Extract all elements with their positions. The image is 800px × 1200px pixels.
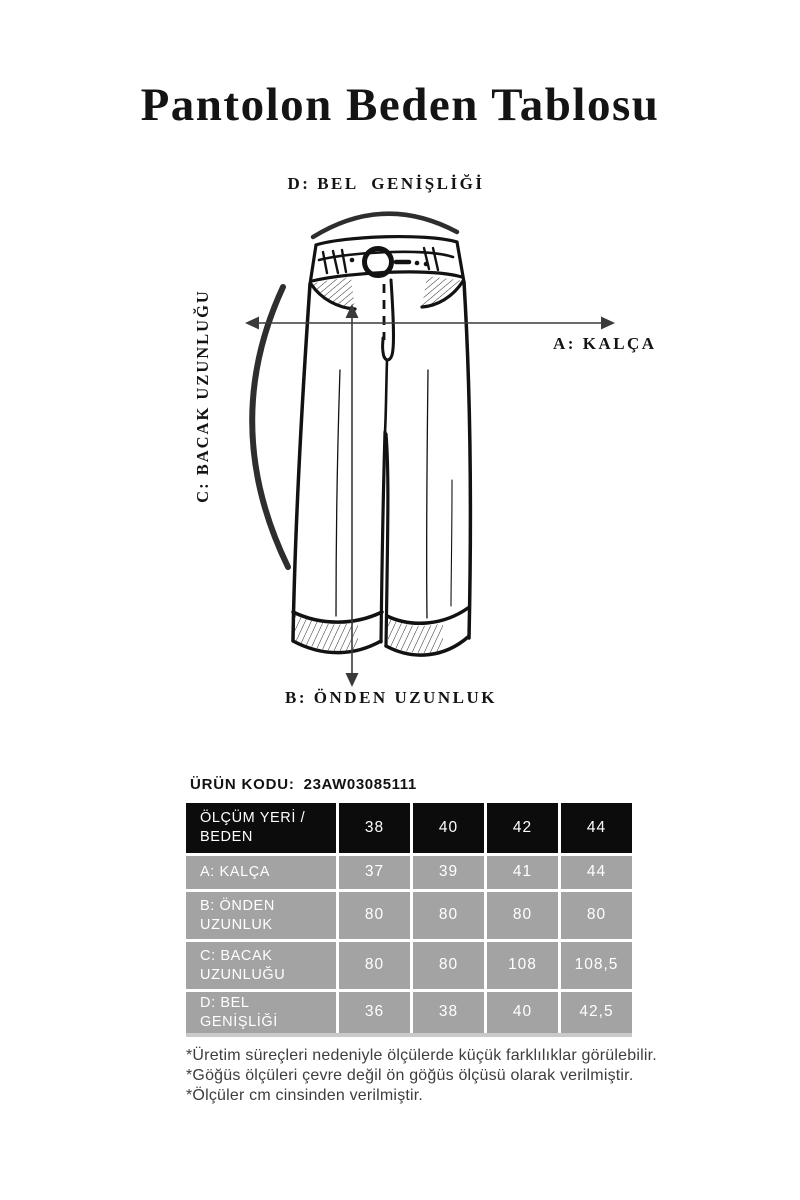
pants-measurement-diagram (0, 160, 800, 772)
label-waist-width: D: BEL GENİŞLİĞİ (287, 174, 485, 193)
leg-length-arc (252, 287, 288, 567)
row-leg-length-value-42: 108 (487, 942, 558, 989)
row-hip-value-44: 44 (561, 856, 632, 889)
footnote-cm: *Ölçüler cm cinsinden verilmiştir. (186, 1087, 424, 1104)
row-waist-width-value-44: 42,5 (561, 992, 632, 1033)
hip-arrow (245, 317, 615, 330)
product-code-value: 23AW03085111 (303, 776, 417, 793)
product-code-label: ÜRÜN KODU: (190, 776, 295, 793)
row-leg-length-label: C: BACAK UZUNLUĞU (186, 942, 336, 989)
pants-illustration (0, 160, 800, 772)
pocket-left (311, 277, 355, 309)
table-header-size-38: 38 (339, 803, 410, 853)
row-waist-width-value-40: 38 (413, 992, 484, 1033)
row-hip-label: A: KALÇA (186, 856, 336, 889)
fly-seam (383, 280, 394, 360)
page-title: Pantolon Beden Tablosu (140, 79, 660, 131)
table-header-size-44: 44 (561, 803, 632, 853)
table-header-size-42: 42 (487, 803, 558, 853)
waist-width-arc (313, 214, 457, 237)
row-leg-length-value-44: 108,5 (561, 942, 632, 989)
row-leg-length-value-38: 80 (339, 942, 410, 989)
row-front-length-value-38: 80 (339, 892, 410, 939)
label-front-length: B: ÖNDEN UZUNLUK (285, 688, 497, 707)
row-front-length-value-40: 80 (413, 892, 484, 939)
row-hip-value-40: 39 (413, 856, 484, 889)
footnote-chest: *Göğüs ölçüleri çevre değil ön göğüs ölçüsü olarak verilmiştir. (186, 1067, 634, 1084)
table-header-size-40: 40 (413, 803, 484, 853)
row-waist-width-value-38: 36 (339, 992, 410, 1033)
label-hip: A: KALÇA (553, 334, 657, 353)
row-waist-width-label: D: BEL GENİŞLİĞİ (186, 992, 336, 1033)
row-front-length-value-42: 80 (487, 892, 558, 939)
table-header-measure: ÖLÇÜM YERİ / BEDEN (186, 803, 336, 853)
pocket-right (422, 276, 463, 307)
row-front-length-label: B: ÖNDEN UZUNLUK (186, 892, 336, 939)
row-front-length-value-44: 80 (561, 892, 632, 939)
product-code (190, 776, 417, 793)
row-hip-value-42: 41 (487, 856, 558, 889)
footnote-production: *Üretim süreçleri nedeniyle ölçülerde küçük farklılıklar görülebilir. (186, 1047, 657, 1064)
size-table (186, 803, 632, 1033)
row-waist-width-value-42: 40 (487, 992, 558, 1033)
label-leg-length: C: BACAK UZUNLUĞU (193, 289, 212, 503)
row-leg-length-value-40: 80 (413, 942, 484, 989)
row-hip-value-38: 37 (339, 856, 410, 889)
footnotes (186, 1046, 657, 1106)
